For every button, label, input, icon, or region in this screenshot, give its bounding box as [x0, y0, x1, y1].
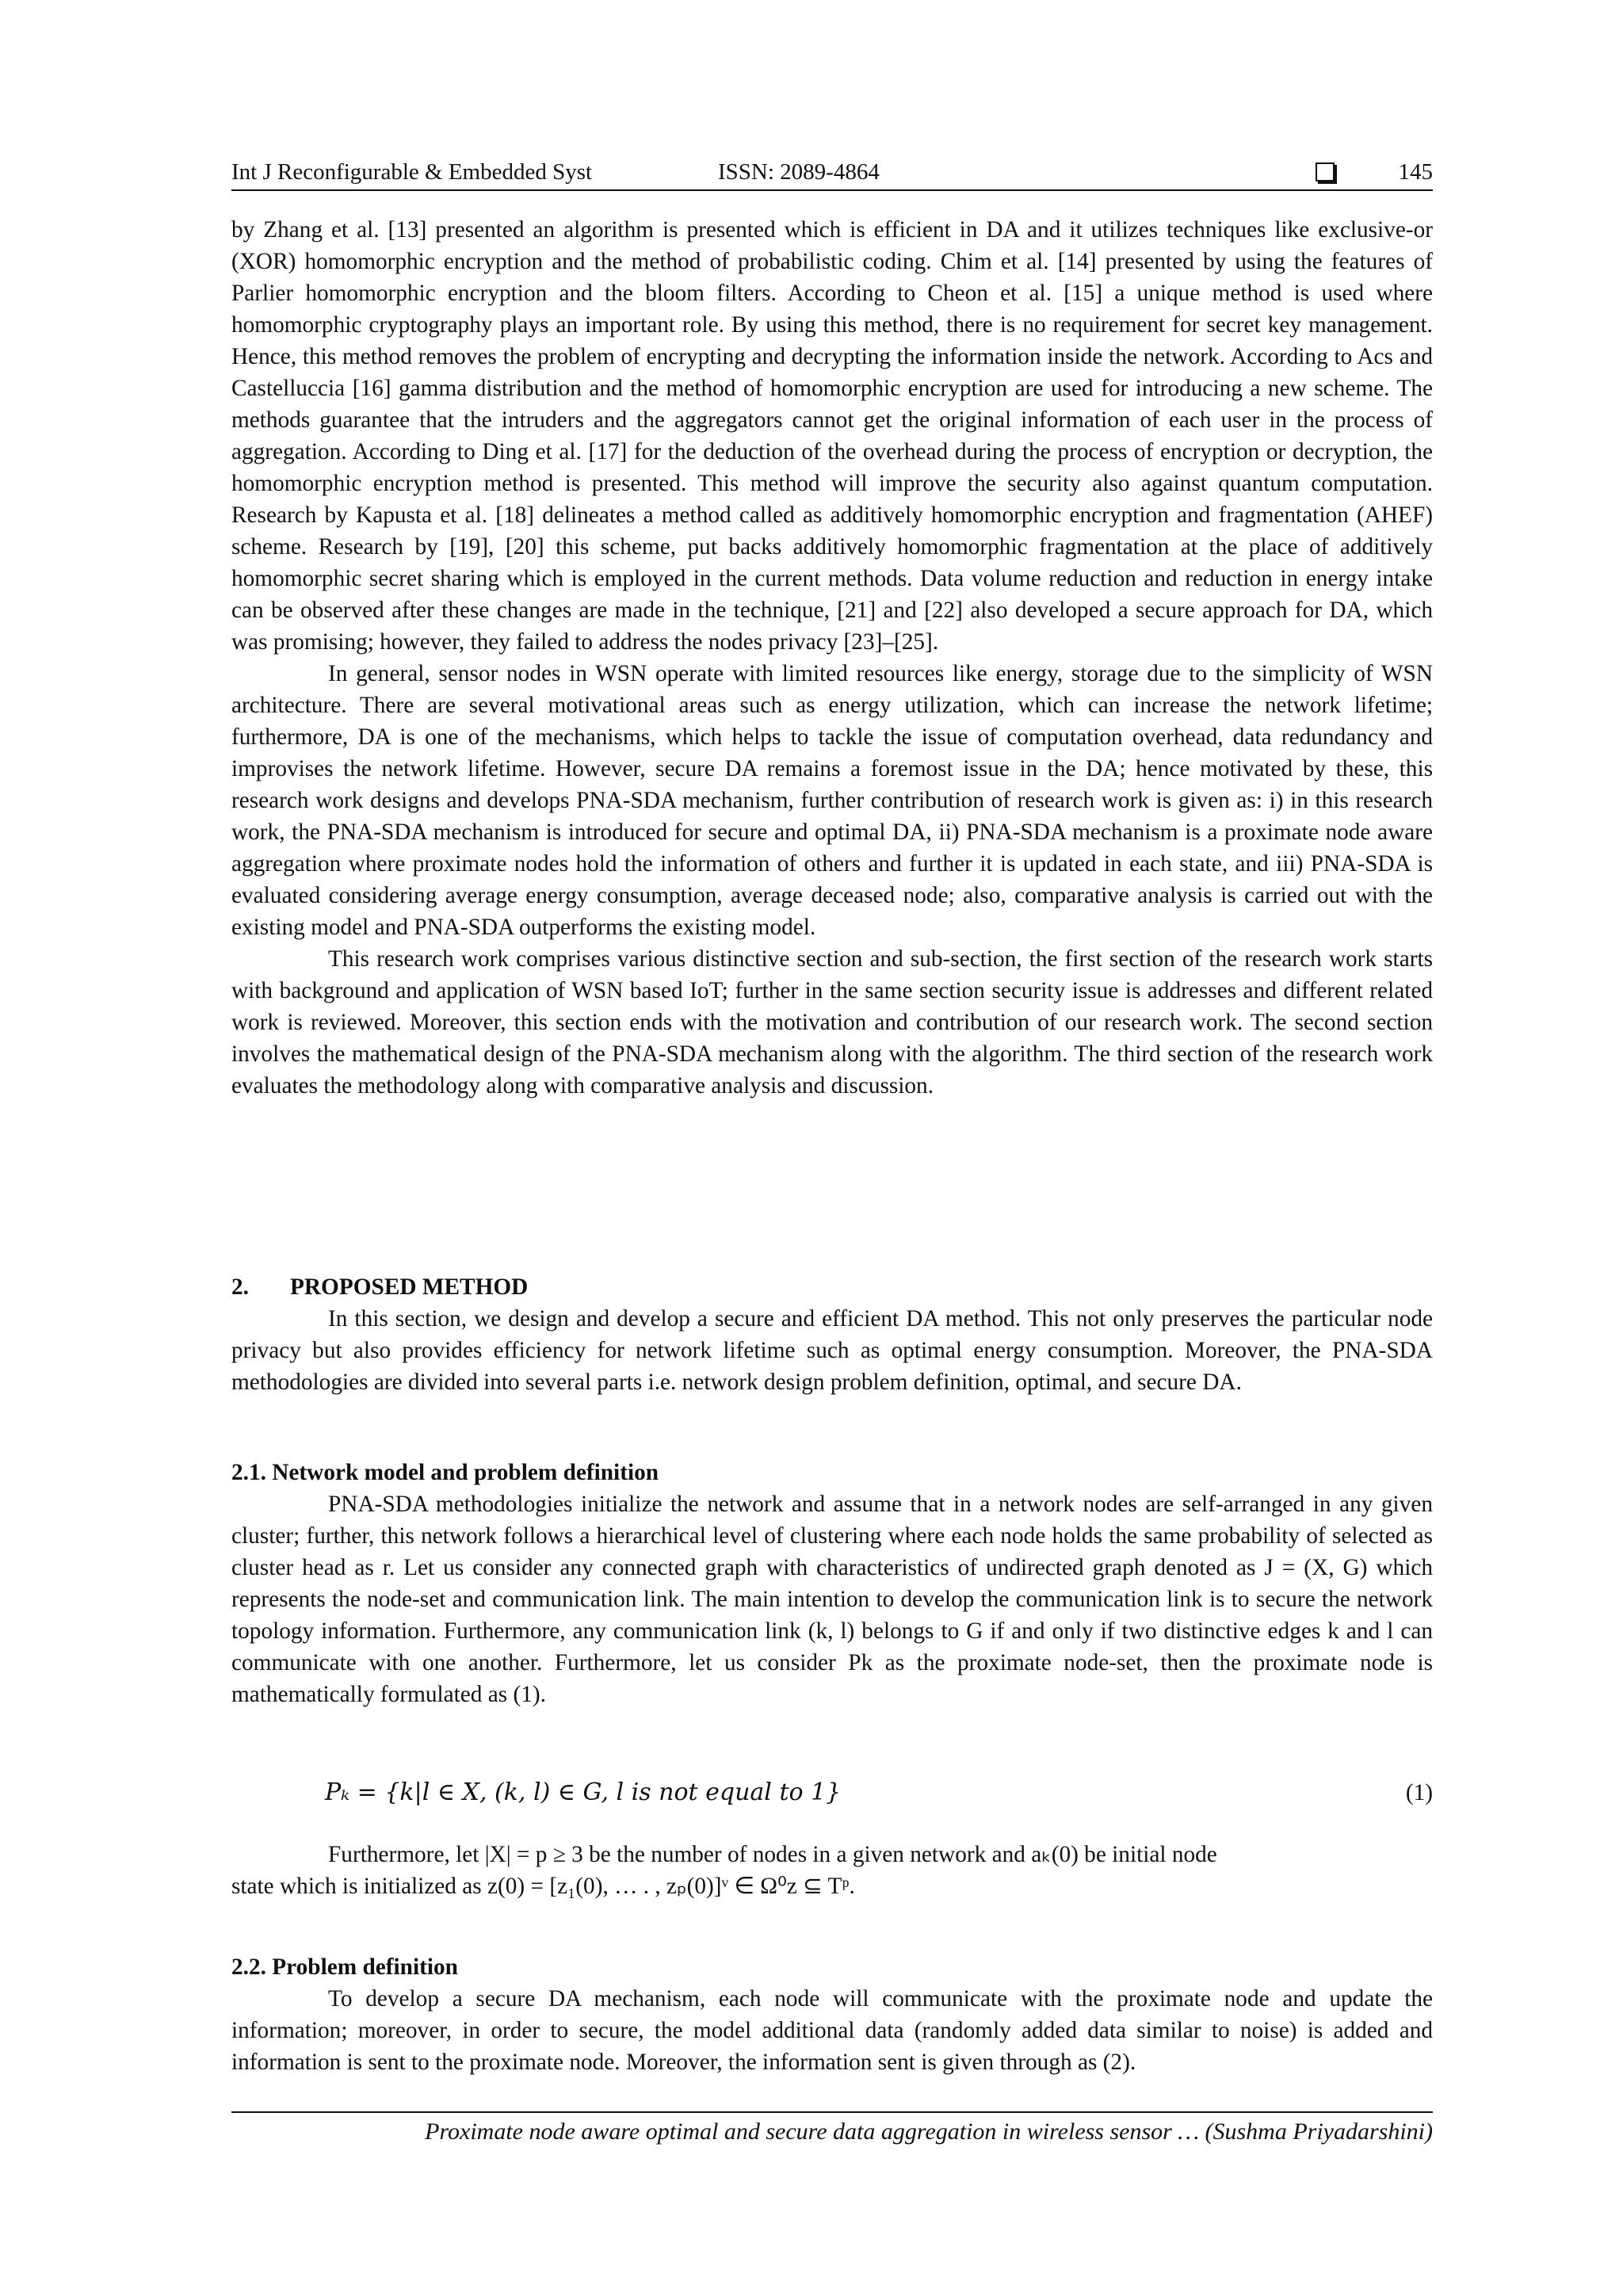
paragraph: This research work comprises various distinctive section and sub-section, the first section of the research work starts with background and application of WSN based IoT; further in the same section security issue is addresses and different related work is reviewed. Moreover, this section ends with the motivation and contribution of our research work. The second section involves the mathematical design of the PNA-SDA mechanism along with the algorithm. The third section of the research work evaluates the methodology along with comparative analysis and discussion. — [231, 946, 1433, 1098]
running-header — [231, 156, 1433, 188]
section-heading — [231, 1271, 528, 1303]
paragraph: by Zhang et al. [13] presented an algorithm is presented which is efficient in DA and it utilizes techniques like exclusive-or (XOR) homomorphic encryption and the method of probabilistic coding. Chim et al. [14] presented by using the features of Parlier homomorphic encryption and the bloom filters. According to Cheon et al. [15] a unique method is used where homomorphic cryptography plays an important role. By using this method, there is no requirement for secret key management. Hence, this method removes the problem of encrypting and decrypting the information inside the network. According to Acs and Castelluccia [16] gamma distribution and the method of homomorphic encryption are used for introducing a new scheme. The methods guarantee that the intruders and the aggregators cannot get the original information of each user in the process of aggregation. According to Ding et al. [17] for the deduction of the overhead during the process of encryption or decryption, the homomorphic encryption method is presented. This method will improve the security also against quantum computation. Research by Kapusta et al. [18] delineates a method called as additively homomorphic encryption and fragmentation (AHEF) scheme. Research by [19], [20] this scheme, put backs additively homomorphic fragmentation at the place of additively homomorphic secret sharing which is employed in the current methods. Data volume reduction and reduction in energy intake can be observed after these changes are made in the technique, [21] and [22] also developed a secure approach for DA, which was promising; however, they failed to address the nodes privacy [23]–[25]. — [231, 217, 1433, 655]
checkbox-icon — [1316, 162, 1335, 181]
section-title: PROPOSED METHOD — [290, 1274, 529, 1300]
footer-rule — [231, 2111, 1433, 2113]
issn: ISSN: 2089-4864 — [718, 159, 880, 185]
equation: Pₖ = {k|l ∈ X, (k, l) ∈ G, l is not equal to 1} — [325, 1778, 842, 1806]
page-number: 145 — [1398, 159, 1433, 185]
paragraph: PNA-SDA methodologies initialize the network and assume that in a network nodes are self-arranged in any given cluster; further, this network follows a hierarchical level of clustering where each node holds the same probability of selected as cluster head as r. Let us consider any connected graph with characteristics of undirected graph denoted as J = (X, G) which represents the node-set and communication link. The main intention to develop the communication link is to secure the network topology information. Furthermore, any communication link (k, l) belongs to G if and only if two distinctive edges k and l can communicate with one another. Furthermore, let us consider Pk as the proximate node-set, then the proximate node is mathematically formulated as (1). — [231, 1492, 1433, 1707]
subsection-heading: 2.2. Problem definition — [231, 1954, 458, 1980]
paragraph: To develop a secure DA mechanism, each node will communicate with the proximate node and update the information; moreover, in order to secure, the model additional data (randomly added data similar to noise) is added and information is sent to the proximate node. Moreover, the information sent is given through as (2). — [231, 1986, 1433, 2075]
section-2-2-text-block — [231, 1983, 1433, 2078]
equation-number: (1) — [1405, 1780, 1433, 1805]
running-footer: Proximate node aware optimal and secure data aggregation in wireless sensor … (Sushma Priyadarshini) — [425, 2118, 1433, 2145]
paragraph-line: state which is initialized as z(0) = [z₁(0), … . , zₚ(0)]ᵛ ∈ Ω⁰z ⊆ Tᵖ. — [231, 1874, 855, 1899]
paragraph: In general, sensor nodes in WSN operate with limited resources like energy, storage due to the simplicity of WSN architecture. There are several motivational areas such as energy utilization, which can increase the network lifetime; furthermore, DA is one of the mechanisms, which helps to tackle the issue of computation overhead, data redundancy and improvises the network lifetime. However, secure DA remains a foremost issue in the DA; hence motivated by these, this research work designs and develops PNA-SDA mechanism, further contribution of research work is given as: i) in this research work, the PNA-SDA mechanism is introduced for secure and optimal DA, ii) PNA-SDA mechanism is a proximate node aware aggregation where proximate nodes hold the information of others and further it is updated in each state, and iii) PNA-SDA is evaluated considering average energy consumption, average deceased node; also, comparative analysis is carried out with the existing model and PNA-SDA outperforms the existing model. — [231, 661, 1433, 940]
subsection-heading: 2.1. Network model and problem definition — [231, 1460, 659, 1485]
paragraph: In this section, we design and develop a secure and efficient DA method. This not only preserves the particular node privacy but also provides efficiency for network lifetime such as optimal energy consumption. Moreover, the PNA-SDA methodologies are divided into several parts i.e. network design problem definition, optimal, and secure DA. — [231, 1306, 1433, 1395]
journal-name: Int J Reconfigurable & Embedded Syst — [231, 159, 593, 185]
section-2-1-text-block — [231, 1488, 1433, 1710]
section-number: 2. — [231, 1274, 249, 1300]
section-2-text-block — [231, 1303, 1433, 1398]
header-rule — [231, 189, 1433, 191]
paragraph-line: Furthermore, let |X| = p ≥ 3 be the number of nodes in a given network and aₖ(0) be initial node — [328, 1842, 1217, 1867]
after-equation-text — [231, 1839, 1433, 1902]
intro-body — [231, 214, 1433, 1102]
